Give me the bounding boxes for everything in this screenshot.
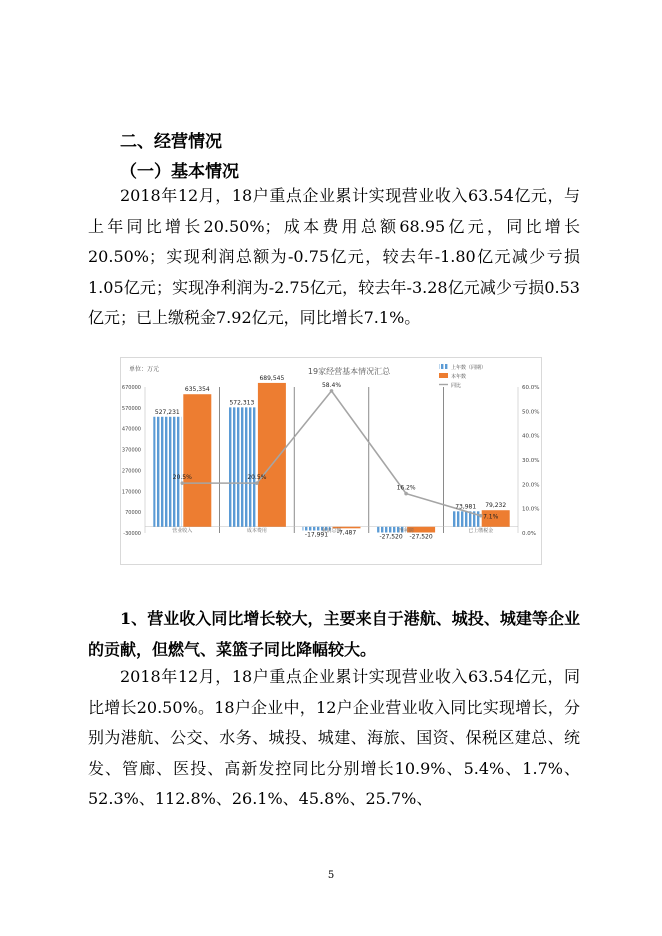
- bar-value-label: 527,231: [154, 408, 180, 416]
- paragraph-basic-situation: [88, 181, 580, 334]
- bar-current-0: [183, 394, 211, 527]
- y-tick-label: -30000: [123, 531, 141, 537]
- legend-swatch-previous: [439, 364, 448, 369]
- y2-tick-label: 20.0%: [522, 482, 540, 489]
- page-number: 5: [327, 870, 335, 881]
- subsection-title: （一）基本情况: [120, 162, 239, 182]
- bar-previous-1: [228, 407, 256, 526]
- x-tick-label: 净利润: [398, 528, 414, 535]
- y-tick-label: 70000: [125, 510, 141, 517]
- y-tick-label: 270000: [121, 468, 141, 475]
- y-tick-label: 170000: [121, 489, 141, 496]
- paragraph-revenue-detail: [88, 662, 580, 815]
- bar-value-label: -7,487: [336, 529, 357, 537]
- growth-rate-label: 20.5%: [247, 474, 267, 482]
- x-tick-label: 营业收入: [172, 528, 193, 535]
- bar-value-label: 79,232: [485, 502, 507, 510]
- y-tick-label: 570000: [121, 405, 141, 412]
- paragraph-revenue-detail-text: 2018年12月，18户重点企业累计实现营业收入63.54亿元，同比增长20.50%。18户企业中，12户企业营业收入同比实现增长，分别为港航、公交、水务、城投、城建、海旅、国资、保税区建总、统发、管廊、医投、高新发控同比分别增长10.9%、5.4%、1.7%、52.3%、112.8%、26.1%、45.8%、25.7%、: [88, 667, 580, 809]
- legend-label-current: 本年数: [451, 374, 467, 380]
- section-title: 二、经营情况: [120, 132, 222, 152]
- bar-value-label: 635,354: [184, 386, 210, 394]
- bar-value-label: 73,981: [455, 503, 477, 511]
- paragraph-revenue-heading-text: 1、营业收入同比增长较大，主要来自于港航、城投、城建等企业的贡献，但燃气、菜篮子同比降幅较大。: [88, 609, 580, 659]
- x-tick-label: 已上缴税金: [468, 528, 494, 535]
- bar-value-label: 689,545: [259, 374, 285, 382]
- bar-current-1: [258, 383, 286, 527]
- y2-tick-label: 0.0%: [522, 531, 536, 537]
- legend-label-previous: 上年数（同期）: [451, 365, 487, 371]
- growth-rate-label: 16.2%: [396, 484, 416, 492]
- y2-tick-label: 60.0%: [522, 385, 540, 391]
- growth-rate-point: [404, 492, 408, 496]
- y2-tick-label: 30.0%: [522, 458, 540, 464]
- y-tick-label: 670000: [121, 385, 141, 391]
- growth-rate-point: [330, 389, 334, 393]
- business-summary-chart: [120, 357, 542, 565]
- growth-rate-point: [479, 514, 483, 518]
- paragraph-revenue-heading: [88, 604, 580, 665]
- y-tick-label: 470000: [121, 426, 141, 433]
- growth-rate-line: [182, 391, 480, 516]
- bar-value-label: -17,991: [304, 531, 329, 539]
- chart-title: 19家经营基本情况汇总: [307, 367, 391, 376]
- legend-label-growth: 同比: [451, 383, 462, 389]
- bar-previous-0: [153, 417, 181, 527]
- growth-rate-point: [181, 481, 185, 485]
- growth-rate-point: [255, 481, 259, 485]
- bar-value-label: -27,520: [379, 533, 403, 541]
- growth-rate-label: 20.5%: [172, 474, 192, 482]
- chart-unit-label: 单位：万元: [129, 366, 160, 373]
- y2-tick-label: 10.0%: [522, 506, 540, 513]
- x-tick-label: 成本费用: [246, 528, 267, 535]
- x-tick-label: 利润总额: [321, 528, 342, 535]
- growth-rate-label: 58.4%: [321, 381, 342, 389]
- legend-swatch-current: [439, 373, 448, 378]
- y2-tick-label: 50.0%: [522, 409, 540, 416]
- bar-value-label: 572,313: [229, 399, 255, 407]
- bar-value-label: -27,520: [409, 533, 433, 541]
- y2-tick-label: 40.0%: [522, 433, 540, 440]
- y-tick-label: 370000: [121, 447, 141, 454]
- paragraph-basic-situation-text: 2018年12月，18户重点企业累计实现营业收入63.54亿元，与上年同比增长20.50%；成本费用总额68.95亿元，同比增长20.50%；实现利润总额为-0.75亿元，较去年-1.80亿元减少亏损1.05亿元；实现净利润为-2.75亿元，较去年-3.28亿元减少亏损0.53亿元；已上缴税金7.92亿元，同比增长7.1%。: [88, 186, 580, 328]
- growth-rate-label: 7.1%: [483, 513, 499, 521]
